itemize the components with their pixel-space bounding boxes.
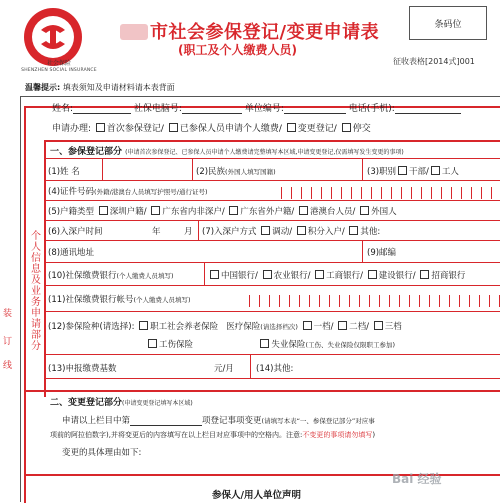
- basic-info-row: 姓名: 社保电脑号: 单位编号: 电话(手机):: [52, 101, 461, 114]
- id-number-field-label: (4)证件号码(外籍/港澳台人员填写护照号/通行证号): [48, 187, 208, 197]
- bank-account-boxes[interactable]: [240, 292, 500, 304]
- binding-mark: 装: [1, 308, 11, 317]
- guangdong-hukou-checkbox[interactable]: [151, 206, 160, 215]
- logo-subtitle: SHENZHEN SOCIAL INSURANCE: [21, 68, 97, 73]
- insurance-type-field: (12)参保险种(请选择): 职工社会养老保险 医疗保险(请选择档次) 一档/ 二档/ 三档: [48, 322, 402, 332]
- stop-payment-checkbox[interactable]: [342, 123, 351, 132]
- logo-caption: 社会保险: [46, 60, 71, 67]
- year-label: 年: [152, 227, 161, 237]
- icbc-checkbox[interactable]: [315, 270, 324, 279]
- contribution-unit: 元/月: [214, 364, 234, 374]
- first-registration-checkbox[interactable]: [96, 123, 105, 132]
- ethnicity-field-label: (2)民族(外国人填写国籍): [196, 167, 276, 177]
- bank-options: 中国银行/ 农业银行/ 工商银行/ 建设银行/ 招商银行: [208, 269, 465, 281]
- boc-checkbox[interactable]: [210, 270, 219, 279]
- watermark: Bai 经验: [392, 472, 442, 486]
- personal-payment-checkbox[interactable]: [169, 123, 178, 132]
- registration-grid: [44, 158, 500, 383]
- binding-mark: 订: [1, 336, 11, 345]
- barcode-box: 条码位: [409, 6, 487, 40]
- tier3-checkbox[interactable]: [374, 321, 383, 330]
- form-subtitle: (职工及个人缴费人员): [178, 43, 297, 57]
- postcode-label: (9)邮编: [367, 248, 397, 258]
- points-checkbox[interactable]: [297, 226, 306, 235]
- form-title: 市社会参保登记/变更申请表: [120, 18, 410, 44]
- section1-header: 一、参保登记部分 (申请首次参保登记、已参保人员申请个人缴费请完整填写本区域,申请变更登记,仅需填写发生变更的事项): [50, 147, 404, 157]
- form-code: 征收表格[2014式]001: [393, 57, 475, 66]
- insurance-type-row2: 工伤保险 失业保险(工伤、失业保险仅限职工参加): [146, 338, 395, 350]
- outside-guangdong-checkbox[interactable]: [229, 206, 238, 215]
- notice: 温馨提示: 填表须知及申请材料请本表背面: [25, 83, 175, 92]
- shenzhen-hukou-checkbox[interactable]: [99, 206, 108, 215]
- contribution-base-label: (13)申报缴费基数: [48, 364, 117, 374]
- bank-account-label: (11)社保缴费银行帐号(个人缴费人员填写): [48, 295, 191, 305]
- blurred-city: [120, 24, 148, 40]
- transfer-checkbox[interactable]: [261, 226, 270, 235]
- change-line-1: 申请以上栏目中第 项登记事项变更(请填写本表“一、参保登记部分”对应事: [62, 416, 375, 426]
- household-type-field: (5)户籍类型 深圳户籍/ 广东省内非深户/ 广东省外户籍/ 港澳台人员/ 外国人: [48, 207, 397, 217]
- ccb-checkbox[interactable]: [368, 270, 377, 279]
- address-label: (8)通讯地址: [48, 248, 95, 258]
- unemployment-checkbox[interactable]: [260, 339, 269, 348]
- hk-macau-taiwan-checkbox[interactable]: [299, 206, 308, 215]
- section3-header: 参保人/用人单位声明: [212, 490, 301, 501]
- hukou-method-field: (7)入深户方式 调动/ 积分入户/ 其他:: [202, 227, 381, 237]
- name-field-label: (1)姓 名: [48, 167, 80, 177]
- month-label: 月: [184, 227, 193, 237]
- foreigner-checkbox[interactable]: [360, 206, 369, 215]
- section2-header: 二、变更登记部分(申请变更登记填写本区域): [50, 398, 193, 408]
- binding-mark: 线: [1, 360, 11, 369]
- tier2-checkbox[interactable]: [338, 321, 347, 330]
- social-insurance-logo-icon: [22, 6, 84, 68]
- pension-checkbox[interactable]: [139, 321, 148, 330]
- cmb-checkbox[interactable]: [420, 270, 429, 279]
- other-checkbox[interactable]: [349, 226, 358, 235]
- job-type-field: (3)职别 干部/ 工人: [367, 167, 459, 177]
- cadre-checkbox[interactable]: [398, 166, 407, 175]
- tier1-checkbox[interactable]: [303, 321, 312, 330]
- change-registration-checkbox[interactable]: [287, 123, 296, 132]
- bank-field-label: (10)社保缴费银行(个人缴费人员填写): [48, 271, 174, 281]
- other-label: (14)其他:: [256, 364, 294, 374]
- worker-checkbox[interactable]: [431, 166, 440, 175]
- abc-checkbox[interactable]: [263, 270, 272, 279]
- divider: [24, 390, 500, 392]
- hukou-date-label: (6)入深户时间: [48, 227, 103, 237]
- apply-type-row: 申请办理: 首次参保登记/ 已参保人员申请个人缴费/ 变更登记/ 停交: [52, 124, 371, 134]
- divider: [44, 140, 500, 142]
- id-number-boxes[interactable]: [272, 184, 500, 196]
- change-line-2: 项前的阿拉伯数字),并将变更后的内容填写在以上栏目对应事项中的空格内。注意:不变更的事项请勿填写): [50, 431, 376, 439]
- change-reason-label: 变更的具体理由如下:: [62, 448, 142, 458]
- side-label: 个人信息及业务申请部分: [28, 229, 40, 351]
- injury-checkbox[interactable]: [148, 339, 157, 348]
